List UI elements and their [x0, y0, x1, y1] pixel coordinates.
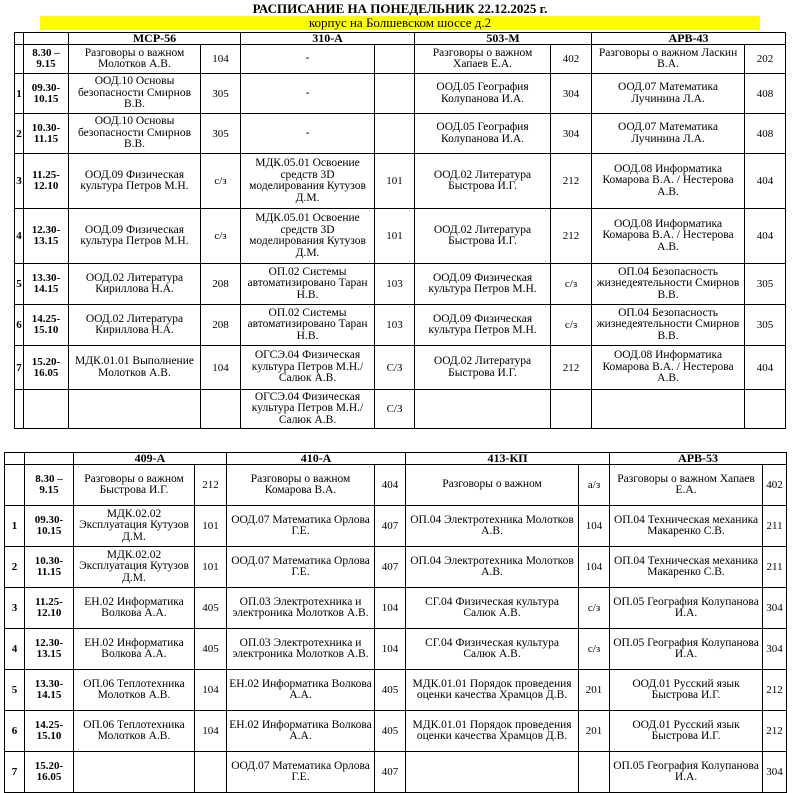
room-cell: 104 [375, 588, 406, 629]
subject-cell: ЕН.02 Информатика Волкова А.А. [74, 588, 195, 629]
room-cell: 405 [375, 670, 406, 711]
subject-cell: Разговоры о важном Молотков А.В. [69, 45, 201, 74]
lesson-time: 11.25-12.10 [24, 154, 69, 209]
schedule-row [5, 629, 787, 670]
header-time [25, 453, 74, 465]
room-cell: 408 [745, 74, 786, 114]
schedule-row [5, 752, 787, 793]
room-cell [375, 45, 415, 74]
lesson-time: 15.20-16.05 [24, 346, 69, 390]
subject-cell [415, 390, 551, 429]
room-cell: 101 [195, 547, 227, 588]
group-header-row [15, 33, 786, 45]
room-cell [195, 752, 227, 793]
subject-cell: ООД.02 Литература Быстрова И.Г. [415, 154, 551, 209]
schedule-table-bottom [4, 452, 787, 793]
subject-cell: ОГСЭ.04 Физическая культура Петров М.Н./Салюк А.В. [241, 390, 375, 429]
subject-cell: ООД.02 Литература Кириллова Н.А. [69, 264, 201, 305]
subject-cell: ОП.03 Электротехника и электроника Молотков А.В. [227, 629, 375, 670]
schedule-row [15, 264, 786, 305]
room-cell: 101 [375, 209, 415, 264]
subject-cell [406, 752, 579, 793]
room-cell: с/з [551, 305, 592, 346]
room-cell: 101 [375, 154, 415, 209]
room-cell: 212 [763, 711, 787, 752]
room-cell [375, 114, 415, 154]
room-cell: 304 [763, 629, 787, 670]
schedule-row [5, 506, 787, 547]
room-cell: 201 [579, 711, 610, 752]
schedule-row [15, 305, 786, 346]
room-cell: 104 [375, 629, 406, 670]
lesson-time: 8.30 – 9.15 [24, 45, 69, 74]
group-header-row [5, 453, 787, 465]
room-cell: 304 [763, 752, 787, 793]
subject-cell: ОП.04 Техническая механика Макаренко С.В. [610, 547, 763, 588]
subject-cell: МДК.05.01 Освоение средств 3D моделирования Кутузов Д.М. [241, 154, 375, 209]
room-cell: 212 [551, 346, 592, 390]
room-cell: 305 [745, 264, 786, 305]
room-cell: 404 [375, 465, 406, 506]
subject-cell: ООД.05 География Колупанова И.А. [415, 114, 551, 154]
subject-cell: ООД.07 Математика Орлова Г.Е. [227, 752, 375, 793]
room-cell: с/з [201, 209, 241, 264]
header-time [24, 33, 69, 45]
room-cell: 104 [201, 45, 241, 74]
subject-cell: СГ.04 Физическая культура Салюк А.В. [406, 629, 579, 670]
room-cell: 104 [201, 346, 241, 390]
lesson-number: 5 [15, 264, 24, 305]
subject-cell: МДК.01.01 Порядок проведения оценки качества Храмцов Д.В. [406, 711, 579, 752]
room-cell: 212 [763, 670, 787, 711]
schedule-table-top [14, 32, 786, 429]
room-cell [551, 390, 592, 429]
room-cell: 402 [551, 45, 592, 74]
room-cell: 305 [201, 74, 241, 114]
schedule-row [15, 45, 786, 74]
subject-cell: ЕН.02 Информатика Волкова А.А. [227, 670, 375, 711]
subject-cell: ООД.01 Русский язык Быстрова И.Г. [610, 711, 763, 752]
room-cell [201, 390, 241, 429]
subject-cell: Разговоры о важном Хапаев Е.А. [415, 45, 551, 74]
room-cell: 212 [551, 209, 592, 264]
room-cell: 407 [375, 506, 406, 547]
room-cell: 101 [195, 506, 227, 547]
room-cell: 104 [579, 547, 610, 588]
room-cell: 305 [745, 305, 786, 346]
subject-cell [74, 752, 195, 793]
subject-cell: ОП.02 Системы автоматизировано Таран Н.В. [241, 305, 375, 346]
lesson-number: 1 [5, 506, 25, 547]
lesson-time: 14.25-15.10 [25, 711, 74, 752]
room-cell: 211 [763, 547, 787, 588]
lesson-time: 8.30 – 9.15 [25, 465, 74, 506]
room-cell: 104 [195, 670, 227, 711]
room-cell: с/з [201, 154, 241, 209]
subject-cell: ООД.10 Основы безопасности Смирнов В.В. [69, 74, 201, 114]
subject-cell: ОГСЭ.04 Физическая культура Петров М.Н./Салюк А.В. [241, 346, 375, 390]
subject-cell: ОП.04 Электротехника Молотков А.В. [406, 547, 579, 588]
room-cell: 407 [375, 547, 406, 588]
group-header: 413-КП [406, 453, 610, 465]
lesson-time: 12.30-13.15 [25, 629, 74, 670]
group-header: 410-А [227, 453, 406, 465]
subject-cell: ОП.04 Безопасность жизнедеятельности Смирнов В.В. [592, 305, 745, 346]
subject-cell: Разговоры о важном Комарова В.А. [227, 465, 375, 506]
lesson-time: 09.30-10.15 [24, 74, 69, 114]
subject-cell: ООД.09 Физическая культура Петров М.Н. [69, 209, 201, 264]
subject-cell: МДК.01.01 Выполнение Молотков А.В. [69, 346, 201, 390]
schedule-row [15, 209, 786, 264]
subject-cell: МДК.02.02 Эксплуатация Кутузов Д.М. [74, 547, 195, 588]
group-header: 503-М [415, 33, 592, 45]
header-num [5, 453, 25, 465]
subject-cell: ООД.01 Русский язык Быстрова И.Г. [610, 670, 763, 711]
subject-cell: ОП.04 Безопасность жизнедеятельности Смирнов В.В. [592, 264, 745, 305]
lesson-number [15, 390, 24, 429]
schedule-row [5, 588, 787, 629]
subject-cell: ООД.05 География Колупанова И.А. [415, 74, 551, 114]
room-cell: С/З [375, 346, 415, 390]
schedule-row [5, 465, 787, 506]
room-cell: 404 [745, 209, 786, 264]
lesson-number: 6 [5, 711, 25, 752]
subject-cell: ООД.09 Физическая культура Петров М.Н. [69, 154, 201, 209]
room-cell: 104 [195, 711, 227, 752]
subject-cell: ООД.02 Литература Кириллова Н.А. [69, 305, 201, 346]
schedule-row [5, 711, 787, 752]
lesson-number [5, 465, 25, 506]
subject-cell: ОП.05 География Колупанова И.А. [610, 629, 763, 670]
room-cell: 202 [745, 45, 786, 74]
room-cell: 305 [201, 114, 241, 154]
subject-cell: Разговоры о важном Быстрова И.Г. [74, 465, 195, 506]
room-cell: 208 [201, 305, 241, 346]
group-header: АРВ-53 [610, 453, 787, 465]
subject-cell: ОП.03 Электротехника и электроника Молотков А.В. [227, 588, 375, 629]
room-cell: а/з [579, 465, 610, 506]
room-cell: С/З [375, 390, 415, 429]
subject-cell: ООД.07 Математика Лучинина Л.А. [592, 114, 745, 154]
page-title: РАСПИСАНИЕ НА ПОНЕДЕЛЬНИК 22.12.2025 г. [252, 1, 548, 16]
lesson-number: 6 [15, 305, 24, 346]
room-cell: 408 [745, 114, 786, 154]
subject-cell: ООД.08 Информатика Комарова В.А. / Нестерова А.В. [592, 154, 745, 209]
lesson-number: 3 [15, 154, 24, 209]
group-header: 310-А [241, 33, 415, 45]
group-header: 409-А [74, 453, 227, 465]
subject-cell: ОП.06 Теплотехника Молотков А.В. [74, 711, 195, 752]
subject-cell: Разговоры о важном Хапаев Е.А. [610, 465, 763, 506]
lesson-number: 5 [5, 670, 25, 711]
subject-cell: ООД.08 Информатика Комарова В.А. / Нестерова А.В. [592, 346, 745, 390]
room-cell: 404 [745, 154, 786, 209]
subject-cell: ОП.04 Электротехника Молотков А.В. [406, 506, 579, 547]
room-cell [745, 390, 786, 429]
subject-cell [69, 390, 201, 429]
room-cell: 211 [763, 506, 787, 547]
room-cell: 208 [201, 264, 241, 305]
room-cell: 304 [551, 74, 592, 114]
lesson-time: 10.30-11.15 [25, 547, 74, 588]
room-cell: 103 [375, 305, 415, 346]
subject-cell: ОП.02 Системы автоматизировано Таран Н.В. [241, 264, 375, 305]
subject-cell: МДК.01.01 Порядок проведения оценки качества Храмцов Д.В. [406, 670, 579, 711]
header-num [15, 33, 24, 45]
lesson-time: 14.25-15.10 [24, 305, 69, 346]
subject-cell: МДК.05.01 Освоение средств 3D моделирования Кутузов Д.М. [241, 209, 375, 264]
room-cell: с/з [551, 264, 592, 305]
subject-cell: ООД.07 Математика Орлова Г.Е. [227, 547, 375, 588]
lesson-time [24, 390, 69, 429]
room-cell: с/з [579, 588, 610, 629]
subject-cell: ООД.02 Литература Быстрова И.Г. [415, 209, 551, 264]
lesson-number: 2 [5, 547, 25, 588]
room-cell: 104 [579, 506, 610, 547]
group-header: МСР-56 [69, 33, 241, 45]
subject-cell: ООД.09 Физическая культура Петров М.Н. [415, 305, 551, 346]
room-cell: 201 [579, 670, 610, 711]
room-cell: 404 [745, 346, 786, 390]
subject-cell: СГ.04 Физическая культура Салюк А.В. [406, 588, 579, 629]
room-cell: 212 [551, 154, 592, 209]
lesson-time: 11.25-12.10 [25, 588, 74, 629]
room-cell: 304 [763, 588, 787, 629]
room-cell: 212 [195, 465, 227, 506]
building-subtitle: корпус на Болшевском шоссе д.2 [40, 16, 760, 30]
subject-cell: Разговоры о важном [406, 465, 579, 506]
subject-cell: ЕН.02 Информатика Волкова А.А. [227, 711, 375, 752]
lesson-time: 12.30-13.15 [24, 209, 69, 264]
subject-cell: ЕН.02 Информатика Волкова А.А. [74, 629, 195, 670]
subject-cell: ООД.07 Математика Лучинина Л.А. [592, 74, 745, 114]
schedule-row [15, 114, 786, 154]
lesson-number: 7 [5, 752, 25, 793]
subject-cell: - [241, 74, 375, 114]
room-cell: 405 [375, 711, 406, 752]
schedule-row [15, 154, 786, 209]
schedule-row [5, 547, 787, 588]
group-header: АРВ-43 [592, 33, 786, 45]
subject-cell: ООД.08 Информатика Комарова В.А. / Нестерова А.В. [592, 209, 745, 264]
subject-cell: - [241, 114, 375, 154]
room-cell: 402 [763, 465, 787, 506]
lesson-time: 13.30-14.15 [24, 264, 69, 305]
subject-cell: ОП.06 Теплотехника Молотков А.В. [74, 670, 195, 711]
lesson-time: 09.30-10.15 [25, 506, 74, 547]
lesson-number [15, 45, 24, 74]
schedule-row [15, 74, 786, 114]
room-cell [375, 74, 415, 114]
lesson-number: 1 [15, 74, 24, 114]
subject-cell: ОП.05 География Колупанова И.А. [610, 588, 763, 629]
lesson-number: 2 [15, 114, 24, 154]
room-cell [579, 752, 610, 793]
lesson-number: 7 [15, 346, 24, 390]
room-cell: 405 [195, 629, 227, 670]
subject-cell: ООД.07 Математика Орлова Г.Е. [227, 506, 375, 547]
schedule-row [15, 346, 786, 390]
subject-cell: Разговоры о важном Ласкин В.А. [592, 45, 745, 74]
room-cell: 407 [375, 752, 406, 793]
subject-cell: ООД.10 Основы безопасности Смирнов В.В. [69, 114, 201, 154]
schedule-row [15, 390, 786, 429]
lesson-number: 4 [15, 209, 24, 264]
schedule-row [5, 670, 787, 711]
lesson-number: 3 [5, 588, 25, 629]
room-cell: 103 [375, 264, 415, 305]
lesson-time: 13.30-14.15 [25, 670, 74, 711]
lesson-time: 10.30-11.15 [24, 114, 69, 154]
room-cell: 304 [551, 114, 592, 154]
subject-cell: МДК.02.02 Эксплуатация Кутузов Д.М. [74, 506, 195, 547]
subject-cell [592, 390, 745, 429]
room-cell: с/з [579, 629, 610, 670]
subject-cell: ОП.04 Техническая механика Макаренко С.В. [610, 506, 763, 547]
lesson-number: 4 [5, 629, 25, 670]
subject-cell: ООД.02 Литература Быстрова И.Г. [415, 346, 551, 390]
subject-cell: ОП.05 География Колупанова И.А. [610, 752, 763, 793]
room-cell: 405 [195, 588, 227, 629]
subject-cell: ООД.09 Физическая культура Петров М.Н. [415, 264, 551, 305]
lesson-time: 15.20-16.05 [25, 752, 74, 793]
subject-cell: - [241, 45, 375, 74]
